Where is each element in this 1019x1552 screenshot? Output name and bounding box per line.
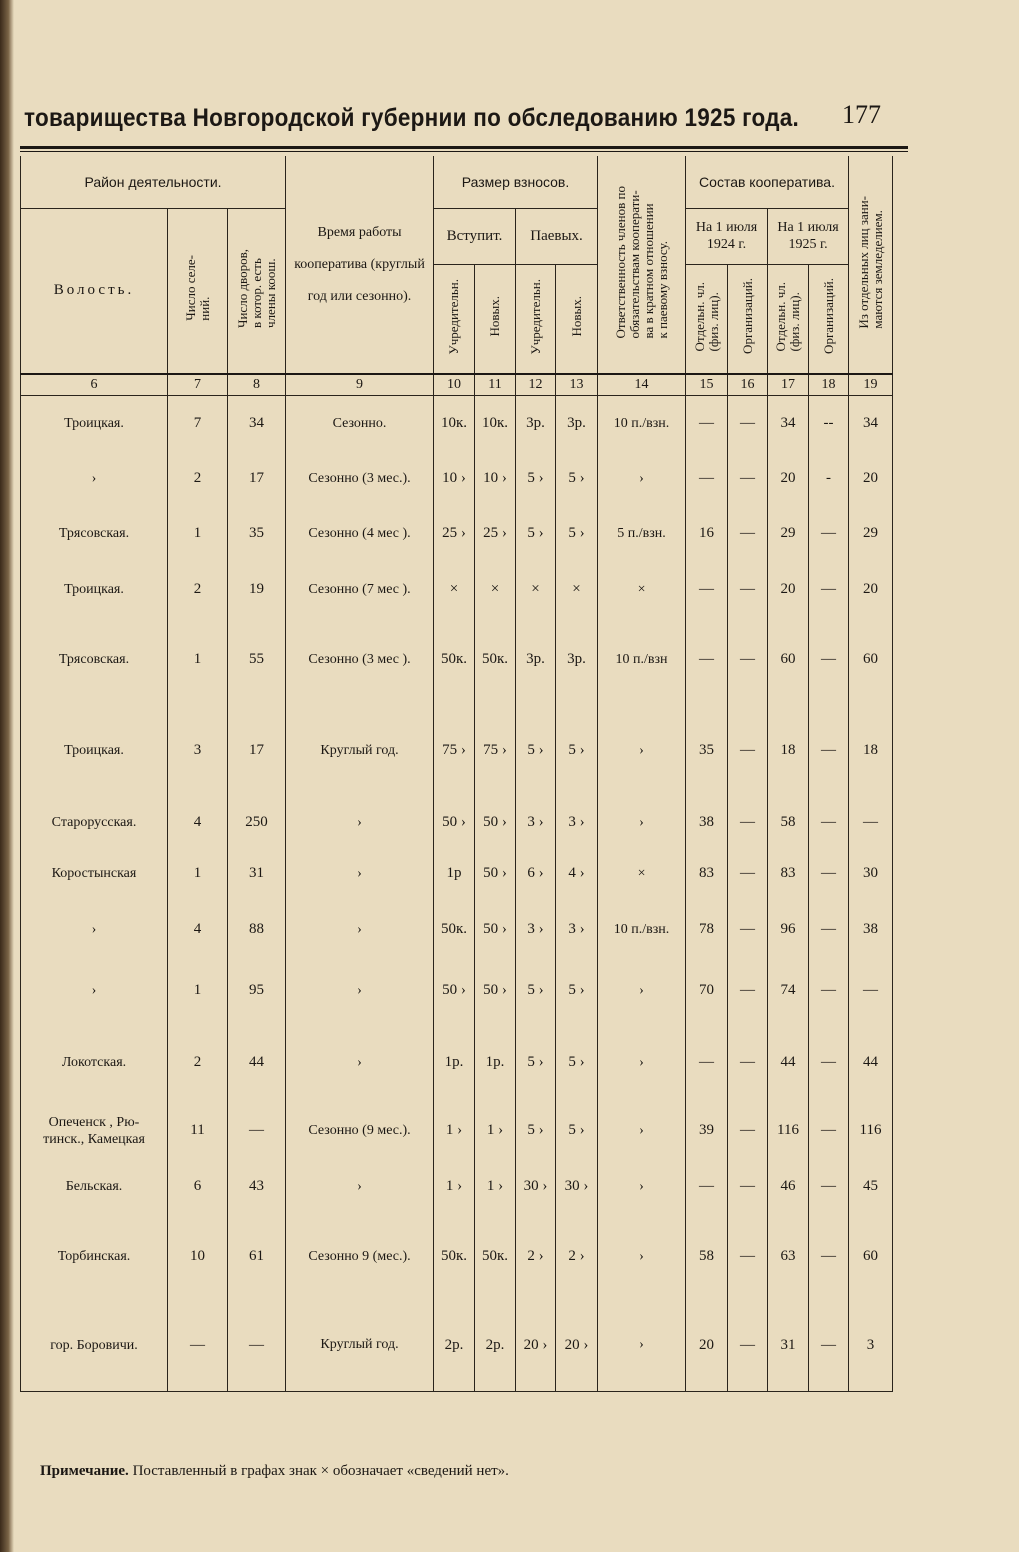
header-entrance: Вступит. [434,208,516,264]
organizations-1925-cell: — [809,618,849,702]
settlements-cell: 4 [168,902,228,958]
header-fees: Размер взносов. [434,156,598,208]
header-liability: Ответственность членов по обязательствам кооперати- ва в кратном отношении к паевому взносу. [598,156,686,374]
share-new-cell: 3 › [556,800,598,846]
share-new-cell: 20 › [556,1300,598,1392]
farmers-cell: 60 [849,618,893,702]
settlements-cell: — [168,1300,228,1392]
individuals-1925-cell: 116 [768,1102,809,1160]
share-new-cell: 3р. [556,618,598,702]
col-number: 15 [686,374,728,396]
households-cell: 34 [228,396,286,452]
individuals-1924-cell: 16 [686,506,728,562]
liability-cell: 10 п./взн [598,618,686,702]
entrance-new-cell: 50к. [475,618,516,702]
farmers-cell: 34 [849,396,893,452]
book-spine [0,0,14,1552]
header-entrance-founders: Учредительн. [434,264,475,374]
individuals-1925-cell: 34 [768,396,809,452]
entrance-founders-cell: 25 › [434,506,475,562]
share-new-cell: 5 › [556,506,598,562]
work-time-cell: Круглый год. [286,1300,434,1392]
settlements-cell: 3 [168,702,228,800]
households-cell: 250 [228,800,286,846]
table-row [21,396,893,452]
work-time-cell: Сезонно. [286,396,434,452]
col-number: 18 [809,374,849,396]
organizations-1925-cell: — [809,902,849,958]
households-cell: — [228,1102,286,1160]
individuals-1924-cell: — [686,1160,728,1214]
column-numbers-row [21,374,893,396]
share-founders-cell: 5 › [516,958,556,1024]
col-number: 19 [849,374,893,396]
col-number: 14 [598,374,686,396]
share-new-cell: 5 › [556,1102,598,1160]
header-individuals-1925: Отдельн. чл. (физ. лиц). [768,264,809,374]
farmers-cell: — [849,958,893,1024]
individuals-1924-cell: — [686,452,728,506]
liability-cell: › [598,1102,686,1160]
share-new-cell: 5 › [556,1024,598,1102]
households-cell: 88 [228,902,286,958]
settlements-cell: 2 [168,562,228,618]
liability-cell: › [598,702,686,800]
work-time-cell: › [286,1160,434,1214]
table-row [21,562,893,618]
page-number: 177 [842,100,881,129]
liability-cell: › [598,1024,686,1102]
entrance-founders-cell: 1р [434,846,475,902]
farmers-cell: 60 [849,1214,893,1300]
volost-cell: Троицкая. [21,702,168,800]
col-number: 6 [21,374,168,396]
entrance-new-cell: 50 › [475,958,516,1024]
organizations-1925-cell: — [809,800,849,846]
table-row [21,1160,893,1214]
work-time-cell: Сезонно (3 мес.). [286,452,434,506]
table-body [21,396,893,1392]
individuals-1924-cell: 78 [686,902,728,958]
work-time-cell: Сезонно (4 мес ). [286,506,434,562]
entrance-founders-cell: 75 › [434,702,475,800]
share-founders-cell: 20 › [516,1300,556,1392]
households-cell: 35 [228,506,286,562]
individuals-1924-cell: — [686,1024,728,1102]
individuals-1924-cell: — [686,618,728,702]
liability-cell: 5 п./взн. [598,506,686,562]
entrance-new-cell: × [475,562,516,618]
organizations-1924-cell: — [728,618,768,702]
organizations-1924-cell: — [728,1214,768,1300]
individuals-1924-cell: 35 [686,702,728,800]
entrance-new-cell: 50 › [475,846,516,902]
table-row [21,452,893,506]
work-time-cell: Сезонно (3 мес ). [286,618,434,702]
entrance-new-cell: 75 › [475,702,516,800]
volost-cell: Троицкая. [21,562,168,618]
table-row [21,1024,893,1102]
work-time-cell: Сезонно 9 (мес.). [286,1214,434,1300]
share-new-cell: 30 › [556,1160,598,1214]
share-founders-cell: × [516,562,556,618]
individuals-1925-cell: 74 [768,958,809,1024]
liability-cell: › [598,958,686,1024]
farmers-cell: 45 [849,1160,893,1214]
table-row [21,506,893,562]
col-number: 9 [286,374,434,396]
organizations-1925-cell: — [809,1102,849,1160]
households-cell: 61 [228,1214,286,1300]
footnote [40,1463,509,1480]
individuals-1925-cell: 58 [768,800,809,846]
settlements-cell: 2 [168,452,228,506]
organizations-1924-cell: — [728,1300,768,1392]
organizations-1925-cell: — [809,1214,849,1300]
share-founders-cell: 5 › [516,1024,556,1102]
share-new-cell: 5 › [556,958,598,1024]
header-organizations-1924: Организаций. [728,264,768,374]
share-founders-cell: 3р. [516,396,556,452]
organizations-1925-cell: - [809,452,849,506]
volost-cell: Старорусская. [21,800,168,846]
settlements-cell: 1 [168,958,228,1024]
organizations-1925-cell: — [809,506,849,562]
entrance-founders-cell: 50к. [434,618,475,702]
entrance-new-cell: 50 › [475,902,516,958]
organizations-1925-cell: -- [809,396,849,452]
organizations-1924-cell: — [728,396,768,452]
settlements-cell: 1 [168,506,228,562]
header-organizations-1925: Организаций. [809,264,849,374]
organizations-1925-cell: — [809,1160,849,1214]
header-farmers: Из отдельных лиц зани- маются земледелием. [849,156,893,374]
entrance-new-cell: 10 › [475,452,516,506]
liability-cell: 10 п./взн. [598,902,686,958]
work-time-cell: › [286,902,434,958]
header-jul1924: На 1 июля 1924 г. [686,208,768,264]
entrance-new-cell: 10к. [475,396,516,452]
organizations-1925-cell: — [809,1300,849,1392]
entrance-founders-cell: 10 › [434,452,475,506]
farmers-cell: 20 [849,562,893,618]
liability-cell: › [598,1160,686,1214]
farmers-cell: 3 [849,1300,893,1392]
households-cell: 95 [228,958,286,1024]
organizations-1925-cell: — [809,958,849,1024]
households-cell: 55 [228,618,286,702]
organizations-1924-cell: — [728,1024,768,1102]
header-households: Число дворов, в котор. есть члены коош. [228,208,286,374]
organizations-1924-cell: — [728,506,768,562]
col-number: 13 [556,374,598,396]
work-time-cell: › [286,800,434,846]
individuals-1924-cell: 70 [686,958,728,1024]
volost-cell: Опеченск , Рю- тинск., Камецкая [21,1102,168,1160]
col-number: 16 [728,374,768,396]
settlements-cell: 4 [168,800,228,846]
col-number: 7 [168,374,228,396]
volost-cell: Троицкая. [21,396,168,452]
share-new-cell: 4 › [556,846,598,902]
organizations-1925-cell: — [809,702,849,800]
share-new-cell: 3р. [556,396,598,452]
share-founders-cell: 3 › [516,902,556,958]
share-founders-cell: 5 › [516,1102,556,1160]
farmers-cell: 116 [849,1102,893,1160]
volost-cell: Трясовская. [21,506,168,562]
settlements-cell: 1 [168,846,228,902]
individuals-1925-cell: 63 [768,1214,809,1300]
individuals-1924-cell: — [686,396,728,452]
work-time-cell: › [286,1024,434,1102]
settlements-cell: 7 [168,396,228,452]
entrance-founders-cell: 1р. [434,1024,475,1102]
organizations-1924-cell: — [728,846,768,902]
liability-cell: › [598,452,686,506]
liability-cell: 10 п./взн. [598,396,686,452]
table-row [21,702,893,800]
footnote-text: Поставленный в графах знак × обозначает «сведений нет». [132,1463,509,1479]
entrance-founders-cell: 1 › [434,1160,475,1214]
share-founders-cell: 5 › [516,452,556,506]
individuals-1924-cell: 39 [686,1102,728,1160]
farmers-cell: 20 [849,452,893,506]
liability-cell: × [598,562,686,618]
organizations-1924-cell: — [728,452,768,506]
header-settlements: Число селе- ний. [168,208,228,374]
header-volost: Волость. [21,208,168,374]
header-entrance-new: Новых. [475,264,516,374]
table-row [21,1300,893,1392]
share-new-cell: 5 › [556,702,598,800]
farmers-cell: 30 [849,846,893,902]
farmers-cell: 44 [849,1024,893,1102]
share-founders-cell: 5 › [516,702,556,800]
col-number: 10 [434,374,475,396]
organizations-1924-cell: — [728,800,768,846]
settlements-cell: 2 [168,1024,228,1102]
top-rule-thin [20,151,908,152]
header-share-new: Новых. [556,264,598,374]
liability-cell: › [598,1300,686,1392]
col-number: 12 [516,374,556,396]
share-new-cell: 3 › [556,902,598,958]
organizations-1924-cell: — [728,1102,768,1160]
organizations-1925-cell: — [809,562,849,618]
entrance-founders-cell: 50 › [434,958,475,1024]
settlements-cell: 11 [168,1102,228,1160]
entrance-founders-cell: × [434,562,475,618]
work-time-cell: Круглый год. [286,702,434,800]
organizations-1924-cell: — [728,1160,768,1214]
footnote-label: Примечание. [40,1463,129,1479]
header-share-founders: Учредительн. [516,264,556,374]
individuals-1925-cell: 96 [768,902,809,958]
top-rule [20,146,908,149]
col-number: 17 [768,374,809,396]
individuals-1925-cell: 83 [768,846,809,902]
col-number: 8 [228,374,286,396]
table-row [21,800,893,846]
individuals-1925-cell: 29 [768,506,809,562]
liability-cell: › [598,1214,686,1300]
settlements-cell: 10 [168,1214,228,1300]
table-row [21,958,893,1024]
share-founders-cell: 5 › [516,506,556,562]
table-row [21,846,893,902]
header-work-time: Время работы кооператива (круглый год или сезонно). [286,156,434,374]
header-individuals-1924: Отдельн. чл. (физ. лиц). [686,264,728,374]
entrance-new-cell: 50к. [475,1214,516,1300]
header-share: Паевых. [516,208,598,264]
work-time-cell: › [286,846,434,902]
share-founders-cell: 3 › [516,800,556,846]
share-founders-cell: 2 › [516,1214,556,1300]
entrance-founders-cell: 10к. [434,396,475,452]
entrance-founders-cell: 50к. [434,902,475,958]
organizations-1925-cell: — [809,1024,849,1102]
volost-cell: гор. Боровичи. [21,1300,168,1392]
households-cell: 31 [228,846,286,902]
entrance-founders-cell: 50 › [434,800,475,846]
organizations-1925-cell: — [809,846,849,902]
individuals-1925-cell: 18 [768,702,809,800]
individuals-1924-cell: — [686,562,728,618]
volost-cell: › [21,902,168,958]
households-cell: 17 [228,452,286,506]
entrance-new-cell: 25 › [475,506,516,562]
work-time-cell: › [286,958,434,1024]
share-founders-cell: 30 › [516,1160,556,1214]
share-founders-cell: 3р. [516,618,556,702]
work-time-cell: Сезонно (7 мес ). [286,562,434,618]
settlements-cell: 6 [168,1160,228,1214]
volost-cell: Коростынская [21,846,168,902]
header-composition: Состав кооператива. [686,156,849,208]
individuals-1925-cell: 44 [768,1024,809,1102]
table-row [21,1214,893,1300]
volost-cell: Бельская. [21,1160,168,1214]
organizations-1924-cell: — [728,562,768,618]
entrance-founders-cell: 1 › [434,1102,475,1160]
farmers-cell: 29 [849,506,893,562]
page-title: товарищества Новгородской губернии по обследованию 1925 года. [24,104,800,132]
entrance-founders-cell: 2р. [434,1300,475,1392]
farmers-cell: — [849,800,893,846]
table-row [21,902,893,958]
individuals-1924-cell: 58 [686,1214,728,1300]
households-cell: 19 [228,562,286,618]
share-founders-cell: 6 › [516,846,556,902]
share-new-cell: 5 › [556,452,598,506]
individuals-1924-cell: 83 [686,846,728,902]
table-row [21,618,893,702]
individuals-1924-cell: 38 [686,800,728,846]
work-time-cell: Сезонно (9 мес.). [286,1102,434,1160]
settlements-cell: 1 [168,618,228,702]
entrance-new-cell: 50 › [475,800,516,846]
organizations-1924-cell: — [728,958,768,1024]
households-cell: 44 [228,1024,286,1102]
entrance-new-cell: 1 › [475,1102,516,1160]
volost-cell: › [21,452,168,506]
cooperatives-table [20,156,893,1392]
table-row [21,1102,893,1160]
liability-cell: × [598,846,686,902]
households-cell: 17 [228,702,286,800]
entrance-new-cell: 1р. [475,1024,516,1102]
volost-cell: Трясовская. [21,618,168,702]
volost-cell: Торбинская. [21,1214,168,1300]
header-district: Район деятельности. [21,156,286,208]
volost-cell: Локотская. [21,1024,168,1102]
households-cell: 43 [228,1160,286,1214]
individuals-1925-cell: 46 [768,1160,809,1214]
share-new-cell: × [556,562,598,618]
organizations-1924-cell: — [728,902,768,958]
individuals-1924-cell: 20 [686,1300,728,1392]
households-cell: — [228,1300,286,1392]
organizations-1924-cell: — [728,702,768,800]
share-new-cell: 2 › [556,1214,598,1300]
volost-cell: › [21,958,168,1024]
liability-cell: › [598,800,686,846]
header-jul1925: На 1 июля 1925 г. [768,208,849,264]
individuals-1925-cell: 60 [768,618,809,702]
entrance-founders-cell: 50к. [434,1214,475,1300]
individuals-1925-cell: 20 [768,562,809,618]
individuals-1925-cell: 20 [768,452,809,506]
col-number: 11 [475,374,516,396]
farmers-cell: 18 [849,702,893,800]
farmers-cell: 38 [849,902,893,958]
entrance-new-cell: 2р. [475,1300,516,1392]
entrance-new-cell: 1 › [475,1160,516,1214]
individuals-1925-cell: 31 [768,1300,809,1392]
